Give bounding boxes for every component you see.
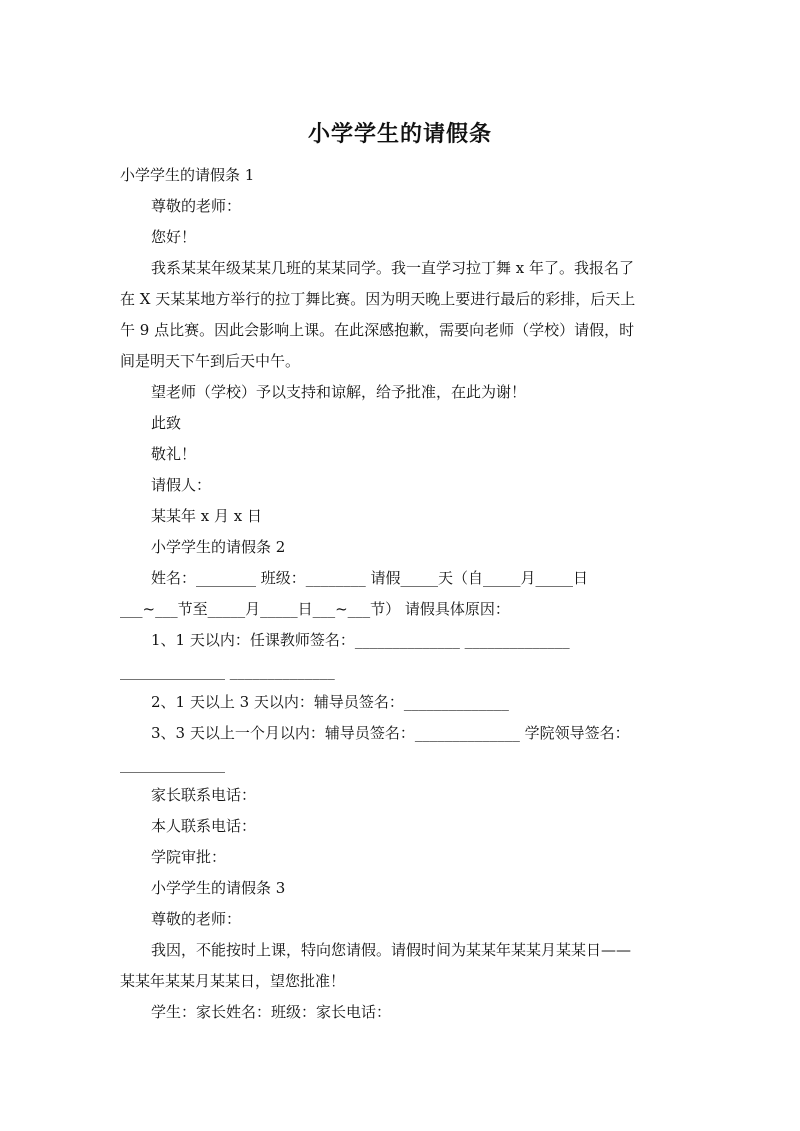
text-line: 此致 (151, 414, 182, 432)
text-line: 姓名：________ 班级：________ 请假_____天（自_____月_____日 (151, 569, 589, 587)
text-line: 某某年某某月某某日，望您批准！ (120, 972, 346, 990)
text-line: 家长联系电话： (151, 786, 257, 804)
text-line: 敬礼！ (151, 445, 197, 463)
text-line: 您好！ (151, 228, 197, 246)
page-title: 小学学生的请假条 (307, 122, 492, 147)
text-line: ______________ (120, 755, 225, 773)
text-line: 尊敬的老师： (151, 197, 242, 215)
text-line: 小学学生的请假条 2 (151, 538, 286, 556)
text-line: 在 X 天某某地方举行的拉丁舞比赛。因为明天晚上要进行最后的彩排，后天上 (120, 290, 636, 308)
text-line: 2、1 天以上 3 天以内：辅导员签名：______________ (151, 693, 509, 711)
document-body (120, 160, 670, 1028)
text-line: 本人联系电话： (151, 817, 257, 835)
text-line: 尊敬的老师： (151, 910, 242, 928)
text-line: ___~___节至_____月_____日___~___节） 请假具体原因： (120, 600, 510, 618)
text-line: 请假人： (151, 476, 212, 494)
text-line: 学生：家长姓名：班级：家长电话： (151, 1003, 392, 1021)
text-line: 1、1 天以内：任课教师签名：______________ ______________ (151, 631, 570, 649)
text-line: 我系某某年级某某几班的某某同学。我一直学习拉丁舞 x 年了。我报名了 (151, 259, 634, 277)
text-line: 望老师（学校）予以支持和谅解，给予批准，在此为谢！ (151, 383, 527, 401)
text-line: 某某年 x 月 x 日 (151, 507, 262, 525)
text-line: 学院审批： (151, 848, 227, 866)
text-line: 3、3 天以上一个月以内：辅导员签名：______________ 学院领导签名： (151, 724, 630, 742)
text-line: 午 9 点比赛。因此会影响上课。在此深感抱歉，需要向老师（学校）请假，时 (120, 321, 635, 339)
text-line: 间是明天下午到后天中午。 (120, 352, 301, 370)
text-line: 我因，不能按时上课，特向您请假。请假时间为某某年某某月某某日—— (151, 941, 632, 959)
text-line: 小学学生的请假条 1 (120, 166, 255, 184)
text-line: 小学学生的请假条 3 (151, 879, 286, 897)
text-line: ______________ ______________ (120, 662, 335, 680)
